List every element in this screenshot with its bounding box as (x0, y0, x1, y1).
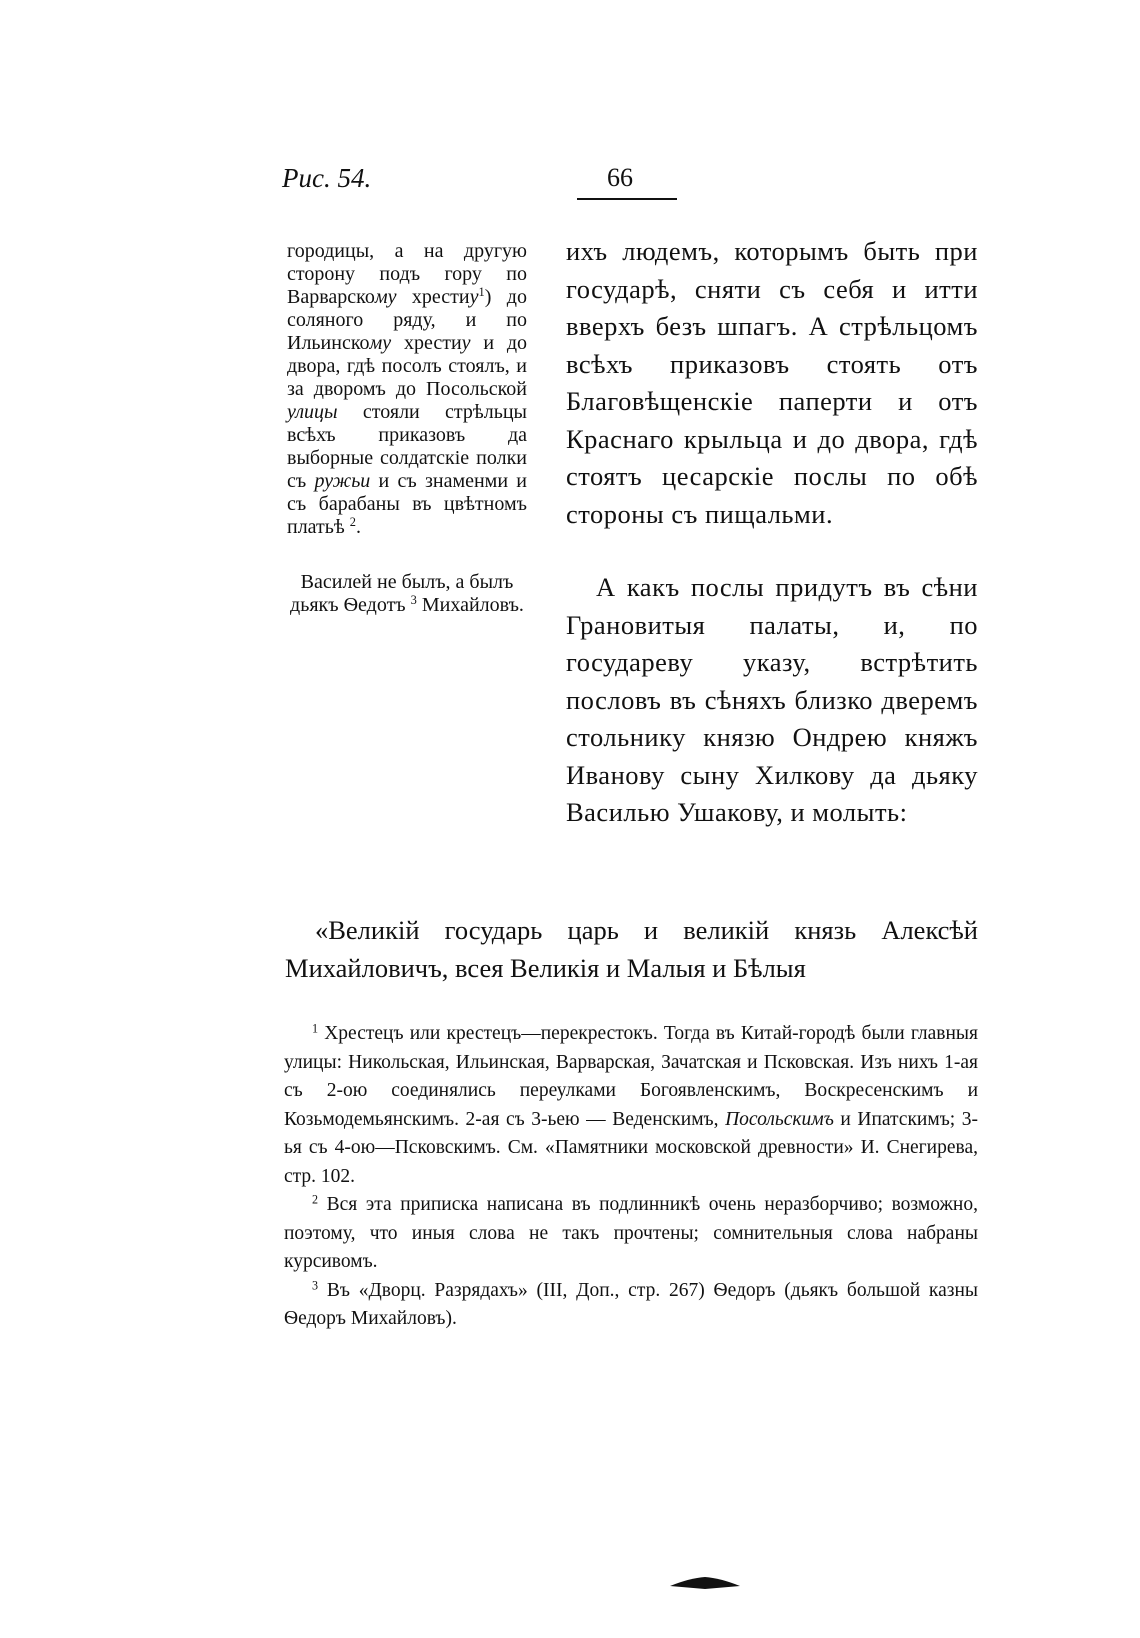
footnote-2: $^2$ Вся эта приписка написана въ подлинникѣ очень неразборчиво; возможно, поэтому, что иныя слова не такъ прочтены; сомнительныя слова набраны курсивомъ. (284, 1192, 978, 1272)
footnote-ref-3: 3 (410, 593, 417, 608)
main-paragraph-1: ихъ людемъ, которымъ быть при государѣ, сняти съ себя и итти вверхъ безъ шпагъ. А стрѣльцомъ всѣхъ приказовъ стоять отъ Благовѣщенскіе паперти и отъ Краснаго крыльца и до двора, гдѣ стоятъ цесарскіе послы по обѣ стороны съ пищальми. (566, 236, 978, 529)
footnote-ref-1: 1 (478, 285, 485, 300)
main-text-column (566, 233, 978, 832)
page-ornament-icon (670, 1576, 740, 1590)
page-number: 66 (607, 163, 633, 192)
margin-note-2: Василей не былъ, а былъ дьякъ Ѳедотъ $^3$ Михайловъ. (290, 571, 524, 616)
footnote-3: $^3$ Въ «Дворц. Разрядахъ» (III, Доп., стр. 267) Ѳедоръ (дьякъ большой казны Ѳедоръ Михайловъ). (284, 1277, 978, 1329)
page-header (282, 163, 682, 203)
main-paragraph-2: А какъ послы придутъ въ сѣни Грановитыя палаты, и, по государеву указу, встрѣтить пословъ въ сѣняхъ близко дверемъ стольнику князю Ондрею княжъ Иванову сыну Хилкову да дьяку Василью Ушакову, и молыть: (566, 572, 978, 827)
page-number-rule (577, 198, 677, 200)
figure-label: Рис. 54. (282, 163, 372, 193)
margin-note-1: городицы, а на другую сторону подъ гору по Варварскому хрестиу$^1$) до соляного ряду, и по Ильинскому хрестиу и до двора, гдѣ посолъ стоялъ, и за дворомъ до Посольской улицы стояли стрѣльцы всѣхъ приказовъ да выборные солдатскіе полки съ ружьи и съ знаменми и съ барабаны въ цвѣтномъ платьѣ $^2$. (287, 240, 527, 538)
footnote-1: $^1$ Хрестецъ или крестецъ—перекрестокъ. Тогда въ Китай-городѣ были главныя улицы: Никольская, Ильинская, Варварская, Зачатская и Псковская. Изъ нихъ 1-ая съ 2-ою соединялись переулками Богоявленскимъ, Воскресенскимъ и Козьмодемьянскимъ. 2-ая съ 3-ьею — Веденскимъ, Посольскимъ и Ипатскимъ; 3-ья съ 4-ою—Псковскимъ. См. «Памятники московской древности» И. Снегирева, стр. 102. (284, 1021, 979, 1187)
footnotes (284, 1020, 978, 1334)
margin-notes (287, 240, 527, 617)
full-width-paragraph: «Великій государь царь и великій князь Алексѣй Михайловичъ, всея Великія и Малыя и Бѣлыя (285, 915, 978, 983)
footnote-ref-2: 2 (349, 515, 356, 530)
